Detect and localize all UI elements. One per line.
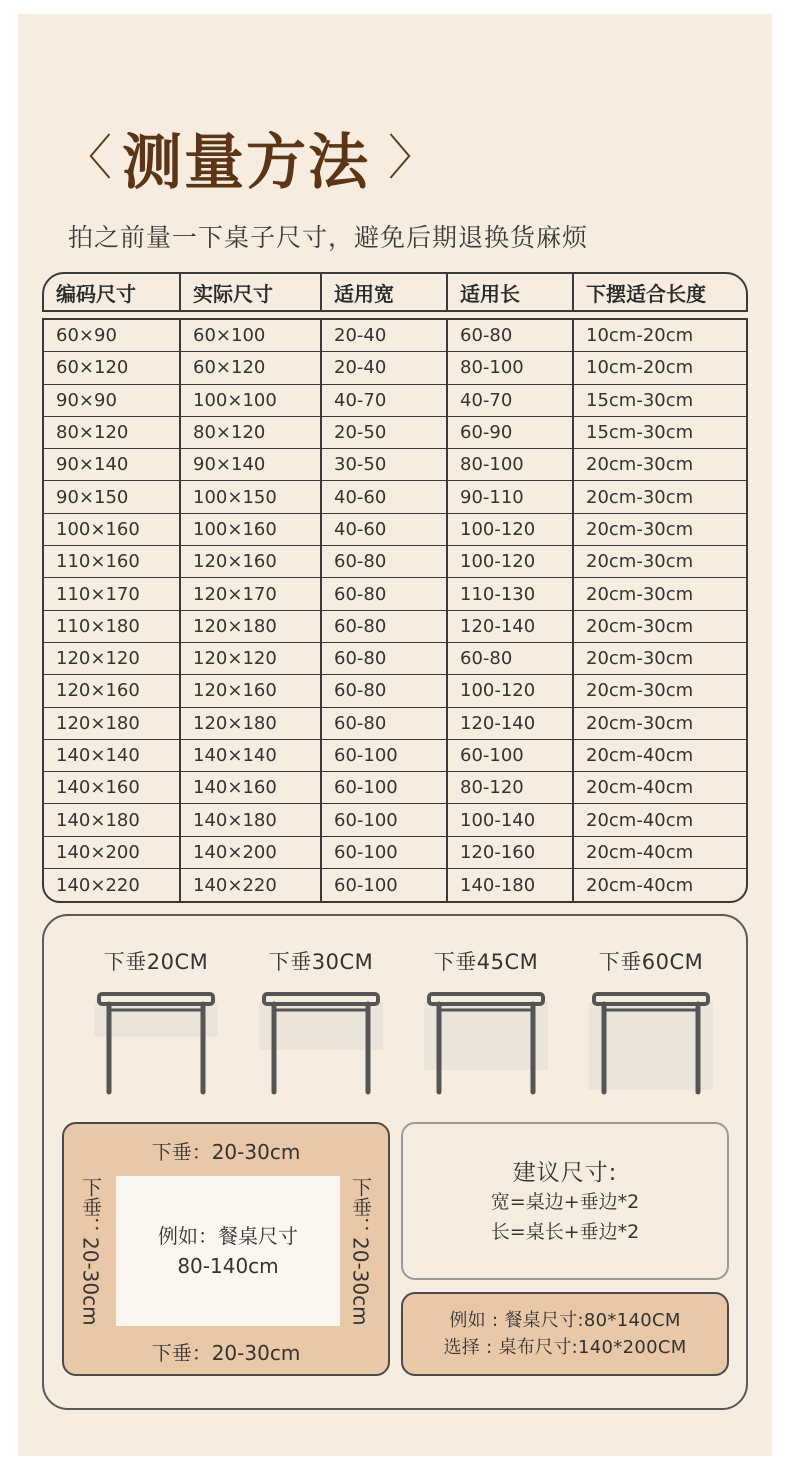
table-drop-icon <box>586 988 716 1098</box>
table-cell: 60×100 <box>181 320 322 351</box>
title-row <box>64 118 437 198</box>
table-cell: 60-80 <box>322 546 448 577</box>
table-cell: 20cm-30cm <box>586 583 694 605</box>
table-row <box>44 869 746 901</box>
example-cloth-size: 选择 : 桌布尺寸:140*200CM <box>443 1337 687 1358</box>
drop-45-illustration <box>406 946 566 1098</box>
example-label: 例如：餐桌尺寸 <box>158 1224 298 1248</box>
table-cell: 20cm-40cm <box>586 809 694 831</box>
table-cell: 120×180 <box>181 708 322 739</box>
table-cell: 140×160 <box>44 772 181 803</box>
table-cell: 60-100 <box>322 804 448 835</box>
table-cell: 120-160 <box>448 837 574 868</box>
table-cell: 140×220 <box>44 869 181 901</box>
table-cell: 80×120 <box>181 417 322 448</box>
table-cell: 100×160 <box>44 514 181 545</box>
table-row <box>44 481 746 513</box>
table-cell: 60-100 <box>322 772 448 803</box>
table-cell: 30-50 <box>322 449 448 480</box>
table-cell: 20-40 <box>322 352 448 383</box>
table-row <box>44 578 746 610</box>
size-table <box>42 272 748 903</box>
table-row <box>44 772 746 804</box>
table-cell: 60-80 <box>322 578 448 609</box>
table-cell: 140×160 <box>181 772 322 803</box>
table-cell: 20cm-30cm <box>586 712 694 734</box>
table-cell: 40-70 <box>322 385 448 416</box>
table-row <box>44 708 746 740</box>
table-cell: 60-100 <box>448 740 574 771</box>
tablecloth-diagram <box>62 1122 390 1376</box>
table-cell: 140×180 <box>44 804 181 835</box>
table-row <box>44 740 746 772</box>
table-cell: 120×180 <box>181 611 322 642</box>
table-cell: 60×120 <box>44 352 181 383</box>
table-cell: 80×120 <box>44 417 181 448</box>
table-cell: 90×140 <box>44 449 181 480</box>
drop-label: 下垂20CM <box>103 950 209 974</box>
table-cell: 120×160 <box>44 675 181 706</box>
table-cell: 40-60 <box>322 481 448 512</box>
table-cell: 20cm-30cm <box>586 551 694 573</box>
example-box <box>401 1292 729 1376</box>
column-header: 下摆适合长度 <box>586 281 706 306</box>
table-cell: 110×180 <box>44 611 181 642</box>
table-drop-icon <box>91 988 221 1098</box>
table-cell: 40-70 <box>448 385 574 416</box>
table-cell: 80-120 <box>448 772 574 803</box>
table-row <box>44 837 746 869</box>
table-cell: 140×140 <box>181 740 322 771</box>
table-cell: 80-100 <box>448 352 574 383</box>
table-cell: 20cm-40cm <box>586 777 694 799</box>
table-cell: 20cm-40cm <box>586 745 694 766</box>
table-cell: 60×120 <box>181 352 322 383</box>
table-cell: 120×120 <box>181 643 322 674</box>
drop-label: 下垂45CM <box>433 950 539 974</box>
example-value: 80-140cm <box>177 1254 279 1278</box>
table-cell: 110×160 <box>44 546 181 577</box>
table-cell: 120×120 <box>44 643 181 674</box>
table-cell: 120×160 <box>181 546 322 577</box>
table-cell: 100×150 <box>181 481 322 512</box>
table-row <box>44 385 746 417</box>
table-cell: 60-80 <box>322 675 448 706</box>
table-row <box>44 804 746 836</box>
table-cell: 60-90 <box>448 417 574 448</box>
table-row <box>44 417 746 449</box>
table-cell: 20cm-40cm <box>586 841 694 863</box>
table-cell: 100×100 <box>181 385 322 416</box>
table-cell: 90-110 <box>448 481 574 512</box>
drop-left-label: 下垂：20-30cm <box>78 1176 103 1326</box>
table-cell: 40-60 <box>322 514 448 545</box>
table-header <box>42 272 748 312</box>
column-header: 适用宽 <box>322 274 448 310</box>
table-cell: 10cm-20cm <box>586 325 694 347</box>
page-subtitle: 拍之前量一下桌子尺寸，避免后期退换货麻烦 <box>68 223 589 252</box>
table-cell: 90×90 <box>44 385 181 416</box>
table-row <box>44 546 746 578</box>
table-drop-icon <box>256 988 386 1098</box>
table-cell: 110-130 <box>448 578 574 609</box>
table-cell: 100-120 <box>448 675 574 706</box>
table-cell: 20cm-30cm <box>586 680 694 702</box>
table-cell: 20-50 <box>322 417 448 448</box>
table-top-area <box>116 1176 340 1326</box>
table-cell: 80-100 <box>448 449 574 480</box>
table-cell: 100×160 <box>181 514 322 545</box>
table-cell: 60-80 <box>448 320 574 351</box>
table-cell: 140×180 <box>181 804 322 835</box>
table-cell: 120-140 <box>448 611 574 642</box>
table-cell: 110×170 <box>44 578 181 609</box>
table-cell: 60-80 <box>322 708 448 739</box>
table-row <box>44 675 746 707</box>
drop-right-label: 下垂：20-30cm <box>348 1176 373 1326</box>
table-cell: 120×170 <box>181 578 322 609</box>
suggested-size-box <box>401 1122 729 1280</box>
table-cell: 140-180 <box>448 869 574 901</box>
column-header: 适用长 <box>448 274 574 310</box>
table-cell: 60-80 <box>322 611 448 642</box>
table-cell: 140×220 <box>181 869 322 901</box>
drop-30-illustration <box>241 946 401 1098</box>
table-cell: 140×140 <box>44 740 181 771</box>
drop-label: 下垂60CM <box>598 950 704 974</box>
table-cell: 120-140 <box>448 708 574 739</box>
table-cell: 10cm-20cm <box>586 357 694 379</box>
table-cell: 60-100 <box>322 869 448 901</box>
table-cell: 140×200 <box>181 837 322 868</box>
table-row <box>44 643 746 675</box>
measure-panel <box>42 914 748 1410</box>
table-cell: 20-40 <box>322 320 448 351</box>
table-cell: 90×140 <box>181 449 322 480</box>
drop-bottom-label: 下垂：20-30cm <box>151 1341 301 1365</box>
table-cell: 20cm-30cm <box>586 454 694 476</box>
table-cell: 140×200 <box>44 837 181 868</box>
page-title: 测量方法 <box>122 128 370 198</box>
column-header: 实际尺寸 <box>181 274 322 310</box>
table-row <box>44 449 746 481</box>
table-cell: 100-120 <box>448 514 574 545</box>
table-cell: 20cm-30cm <box>586 518 694 540</box>
table-cell: 90×150 <box>44 481 181 512</box>
width-formula: 宽=桌边+垂边*2 <box>490 1191 640 1213</box>
table-cell: 20cm-40cm <box>586 874 694 896</box>
table-cell: 15cm-30cm <box>586 422 694 444</box>
table-cell: 60-80 <box>322 643 448 674</box>
table-cell: 20cm-30cm <box>586 486 694 508</box>
drop-60-illustration <box>571 946 731 1098</box>
table-cell: 20cm-30cm <box>586 648 694 670</box>
table-cell: 100-120 <box>448 546 574 577</box>
example-table-size: 例如 : 餐桌尺寸:80*140CM <box>449 1310 681 1331</box>
table-drop-icon <box>421 988 551 1098</box>
table-cell: 60×90 <box>44 320 181 351</box>
table-cell: 15cm-30cm <box>586 389 694 411</box>
table-cell: 60-80 <box>448 643 574 674</box>
table-cell: 20cm-30cm <box>586 615 694 637</box>
table-cell: 120×160 <box>181 675 322 706</box>
suggest-title: 建议尺寸: <box>512 1160 618 1186</box>
table-row <box>44 352 746 384</box>
table-cell: 100-140 <box>448 804 574 835</box>
drop-20-illustration <box>76 946 236 1098</box>
table-body <box>42 318 748 903</box>
drop-label: 下垂30CM <box>268 950 374 974</box>
table-cell: 60-100 <box>322 740 448 771</box>
drop-top-label: 下垂：20-30cm <box>151 1140 301 1164</box>
table-cell: 60-100 <box>322 837 448 868</box>
column-header: 编码尺寸 <box>44 274 181 310</box>
table-row <box>44 320 746 352</box>
length-formula: 长=桌长+垂边*2 <box>490 1221 640 1243</box>
table-row <box>44 514 746 546</box>
table-row <box>44 611 746 643</box>
table-cell: 120×180 <box>44 708 181 739</box>
chevron-left-icon: 〈 <box>64 130 113 186</box>
chevron-right-icon: 〉 <box>388 130 437 186</box>
